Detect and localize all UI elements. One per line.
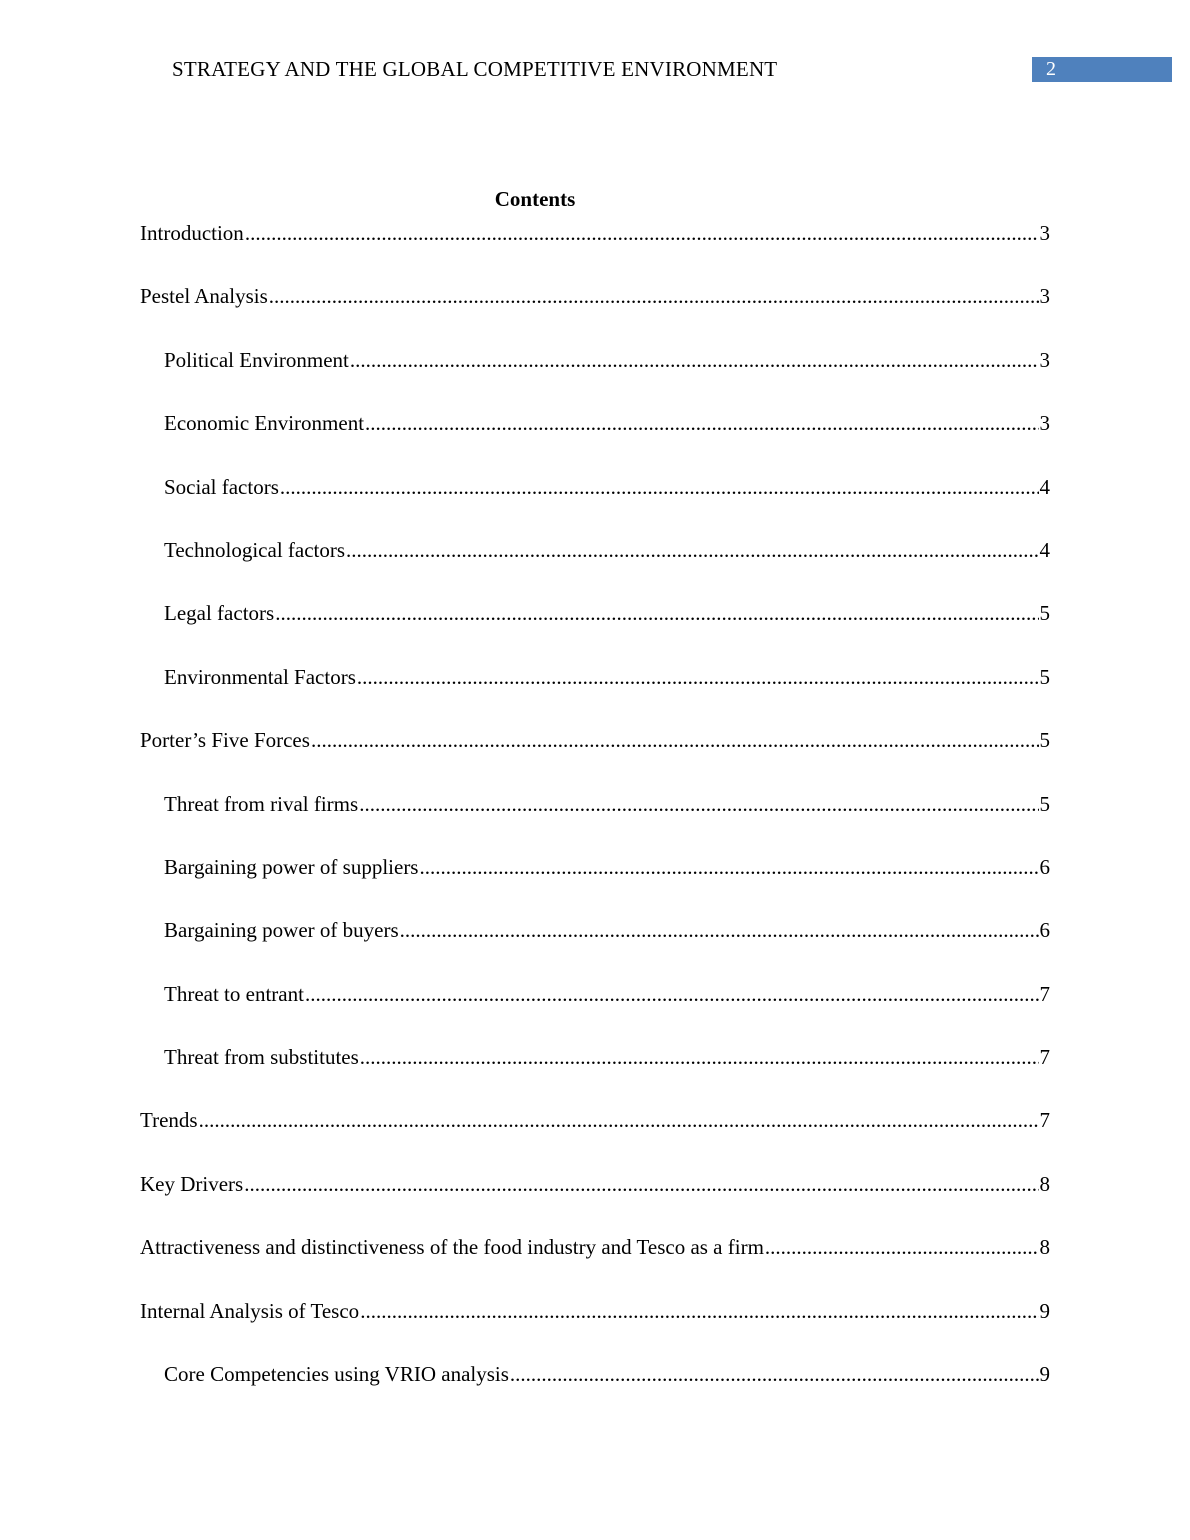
toc-page-number: 8 <box>1039 1235 1050 1260</box>
toc-page-number: 3 <box>1039 347 1050 372</box>
toc-entry-label: Threat from rival firms <box>164 791 359 816</box>
toc-entry[interactable] <box>140 535 1050 598</box>
toc-entry-label: Environmental Factors <box>164 664 356 689</box>
toc-dot-leader <box>346 535 1038 565</box>
toc-dot-leader <box>765 1232 1039 1262</box>
toc-dot-leader <box>400 915 1039 945</box>
toc-dot-leader <box>419 852 1038 882</box>
toc-entry[interactable] <box>140 218 1050 281</box>
toc-entry[interactable] <box>140 1105 1050 1168</box>
toc-page-number: 7 <box>1039 981 1050 1006</box>
toc-entry-label: Bargaining power of buyers <box>164 918 399 943</box>
toc-entry[interactable] <box>140 345 1050 408</box>
toc-dot-leader <box>280 472 1039 502</box>
toc-entry-label: Social factors <box>164 474 279 499</box>
toc-dot-leader <box>510 1359 1039 1389</box>
toc-entry-label: Threat from substitutes <box>164 1045 359 1070</box>
toc-entry-label: Key Drivers <box>140 1171 244 1196</box>
toc-entry[interactable] <box>140 408 1050 471</box>
toc-entry[interactable] <box>140 1169 1050 1232</box>
toc-dot-leader <box>199 1105 1039 1135</box>
toc-entry[interactable] <box>140 725 1050 788</box>
toc-page-number: 8 <box>1039 1171 1050 1196</box>
toc-page-number: 5 <box>1039 791 1050 816</box>
toc-entry-label: Attractiveness and distinctiveness of the food industry and Tesco as a firm <box>140 1235 764 1260</box>
toc-page-number: 7 <box>1039 1045 1050 1070</box>
toc-entry[interactable] <box>140 979 1050 1042</box>
toc-entry-label: Trends <box>140 1108 198 1133</box>
toc-dot-leader <box>275 598 1038 628</box>
toc-page-number: 3 <box>1039 411 1050 436</box>
toc-page-number: 5 <box>1039 664 1050 689</box>
toc-heading: Contents <box>494 187 576 211</box>
toc-entry[interactable] <box>140 662 1050 725</box>
toc-dot-leader <box>359 789 1038 819</box>
toc-entry-label: Bargaining power of suppliers <box>164 854 419 879</box>
toc-dot-leader <box>360 1042 1039 1072</box>
toc-entry-label: Political Environment <box>164 347 349 372</box>
toc-entry[interactable] <box>140 1359 1050 1422</box>
toc-dot-leader <box>360 1296 1038 1326</box>
toc-entry[interactable] <box>140 915 1050 978</box>
toc-page-number: 9 <box>1039 1362 1050 1387</box>
toc-page-number: 4 <box>1039 537 1050 562</box>
toc-page-number: 6 <box>1039 918 1050 943</box>
toc-entry[interactable] <box>140 852 1050 915</box>
toc-entry-label: Economic Environment <box>164 411 365 436</box>
toc-entry-label: Legal factors <box>164 601 275 626</box>
toc-page-number: 5 <box>1039 601 1050 626</box>
toc-dot-leader <box>350 345 1039 375</box>
toc-entry-label: Core Competencies using VRIO analysis <box>164 1362 509 1387</box>
toc-entry[interactable] <box>140 598 1050 661</box>
toc-entry[interactable] <box>140 1042 1050 1105</box>
table-of-contents <box>140 218 1050 1422</box>
toc-dot-leader <box>244 1169 1038 1199</box>
toc-page-number: 5 <box>1039 728 1050 753</box>
toc-dot-leader <box>269 281 1039 311</box>
toc-dot-leader <box>357 662 1039 692</box>
toc-entry-label: Porter’s Five Forces <box>140 728 310 753</box>
toc-entry[interactable] <box>140 789 1050 852</box>
toc-page-number: 3 <box>1039 221 1050 245</box>
toc-entry-label: Threat to entrant <box>164 981 304 1006</box>
toc-entry[interactable] <box>140 1296 1050 1359</box>
toc-page-number: 6 <box>1039 854 1050 879</box>
toc-page-number: 4 <box>1039 474 1050 499</box>
toc-entry[interactable] <box>140 281 1050 344</box>
toc-page-number: 9 <box>1039 1298 1050 1323</box>
toc-dot-leader <box>305 979 1039 1009</box>
toc-entry[interactable] <box>140 1232 1050 1295</box>
running-header-title: STRATEGY AND THE GLOBAL COMPETITIVE ENVIRONMENT <box>172 57 778 81</box>
toc-page-number: 3 <box>1039 284 1050 309</box>
toc-entry-label: Pestel Analysis <box>140 284 268 309</box>
toc-entry[interactable] <box>140 472 1050 535</box>
toc-dot-leader <box>365 408 1038 438</box>
toc-page-number: 7 <box>1039 1108 1050 1133</box>
page-number-badge: 2 <box>1032 57 1172 82</box>
toc-dot-leader <box>311 725 1039 755</box>
toc-entry-label: Internal Analysis of Tesco <box>140 1298 360 1323</box>
toc-dot-leader <box>245 218 1039 248</box>
toc-entry-label: Introduction <box>140 221 244 245</box>
toc-entry-label: Technological factors <box>164 537 346 562</box>
